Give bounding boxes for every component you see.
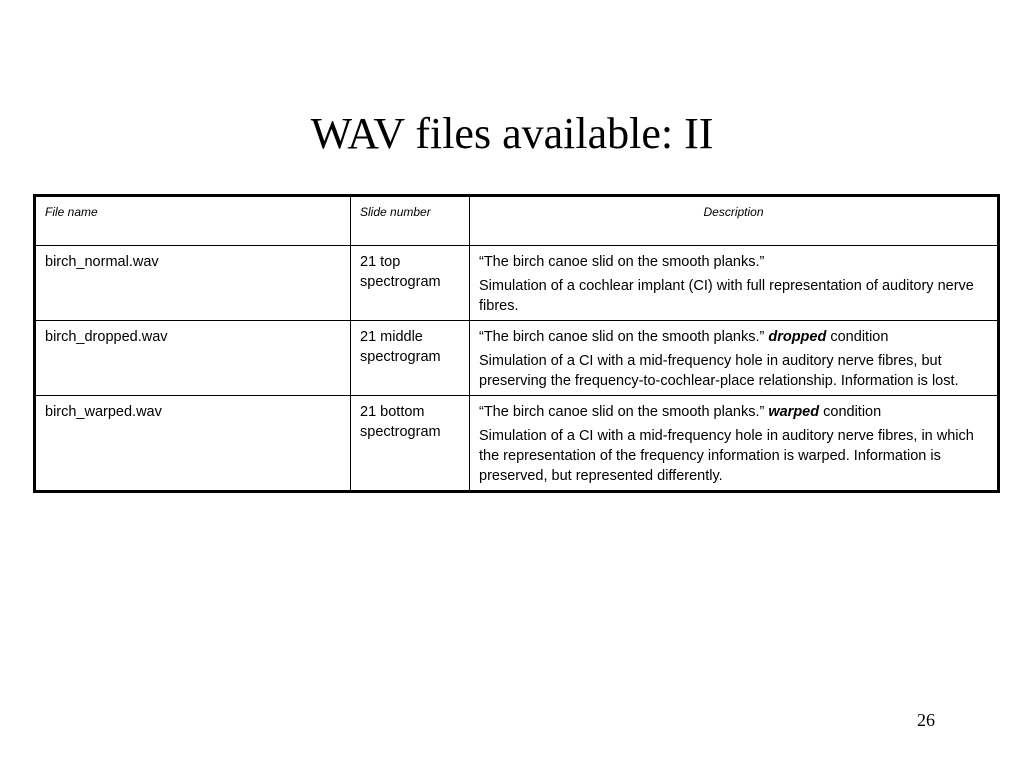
condition-suffix: condition (826, 329, 889, 345)
cell-file-name: birch_warped.wav (35, 396, 351, 492)
condition-suffix: condition (819, 404, 882, 420)
description-quote-line (479, 327, 988, 347)
cell-file-name: birch_dropped.wav (35, 321, 351, 396)
condition-word: warped (768, 404, 820, 420)
header-file-name: File name (35, 196, 351, 246)
description-quote: “The birch canoe slid on the smooth planks.” (479, 254, 765, 270)
cell-slide-number: 21 top spectrogram (351, 246, 470, 321)
description-quote: “The birch canoe slid on the smooth planks.” (479, 329, 769, 345)
description-quote-line (479, 402, 988, 422)
description-quote-line (479, 252, 988, 272)
table-row (35, 246, 999, 321)
cell-slide-number: 21 middle spectrogram (351, 321, 470, 396)
description-quote: “The birch canoe slid on the smooth planks.” (479, 404, 769, 420)
slide-title: WAV files available: II (310, 109, 714, 158)
cell-file-name: birch_normal.wav (35, 246, 351, 321)
cell-description (470, 246, 999, 321)
cell-description (470, 396, 999, 492)
description-text: Simulation of a CI with a mid-frequency hole in auditory nerve fibres, but preserving the frequency-to-cochlear-place relationship. Information is lost. (479, 353, 959, 389)
description-text: Simulation of a cochlear implant (CI) with full representation of auditory nerve fibres. (479, 278, 974, 314)
description-text: Simulation of a CI with a mid-frequency hole in auditory nerve fibres, in which the representation of the frequency information is warped. Information is preserved, but represented differently. (479, 428, 974, 484)
cell-slide-number: 21 bottom spectrogram (351, 396, 470, 492)
cell-description (470, 321, 999, 396)
condition-word: dropped (768, 329, 827, 345)
table-header-row (35, 196, 999, 246)
table-row (35, 396, 999, 492)
table-row (35, 321, 999, 396)
header-description: Description (470, 196, 999, 246)
wav-files-table (33, 194, 1000, 493)
header-slide-number: Slide number (351, 196, 470, 246)
page-number: 26 (917, 710, 935, 730)
